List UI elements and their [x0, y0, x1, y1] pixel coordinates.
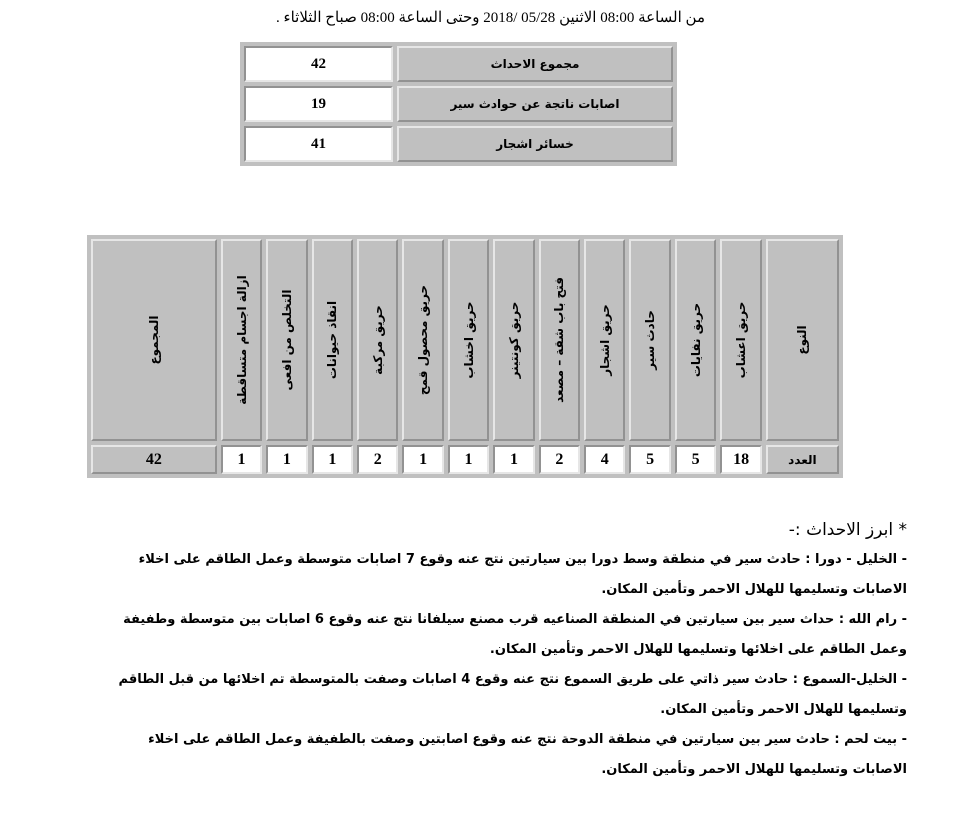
summary-label: اصابات ناتجة عن حوادث سير [397, 86, 673, 122]
category-header [584, 239, 625, 441]
category-header [221, 239, 262, 441]
header-row [91, 239, 839, 441]
report-period: من الساعة 08:00 الاثنين 05/28 /2018 وحتى الساعة 08:00 صباح الثلاثاء . [276, 10, 705, 26]
event-item: - الخليل - دورا : حادث سير في منطقة وسط دورا بين سيارتين نتج عنه وقوع 7 اصابات متوسطة وعمل الطاقم على اخلاء الاصابات وتسليمها للهلال الاحمر وتأمين المكان. [138, 552, 907, 597]
category-count: 1 [312, 445, 353, 474]
category-header [629, 239, 670, 441]
category-label: حريق اشجار [597, 304, 612, 376]
total-header-text: المجموع [146, 315, 161, 365]
category-label: حريق كونتينر [506, 301, 521, 379]
category-label: حريق مركبة [370, 305, 385, 375]
category-count: 18 [720, 445, 762, 474]
category-label: فتح باب شقة – مصعد [552, 277, 567, 403]
category-count: 2 [539, 445, 580, 474]
category-label: حريق اعشاب [734, 301, 749, 379]
category-label: انقاذ حيوانات [325, 300, 340, 380]
total-header [91, 239, 217, 441]
category-count: 5 [675, 445, 716, 474]
summary-label: خسائر اشجار [397, 126, 673, 162]
summary-label: مجموع الاحداث [397, 46, 673, 82]
category-label: التخلص من افعى [279, 289, 294, 391]
summary-value: 42 [244, 46, 393, 82]
event-item: - بيت لحم : حادث سير بين سيارتين في منطقة الدوحة نتج عنه وقوع اصابتين وصفت بالطفيفة وعمل الطاقم على اخلاء الاصابات وتسليمها للهلال الاحمر وتأمين المكان. [148, 732, 907, 777]
category-count: 4 [584, 445, 625, 474]
category-count: 5 [629, 445, 670, 474]
category-label: ازالة اجسام متساقطة [234, 275, 249, 405]
category-count: 1 [221, 445, 262, 474]
category-label: حادث سير [643, 310, 658, 370]
category-header [675, 239, 716, 441]
category-count: 1 [402, 445, 443, 474]
summary-value: 19 [244, 86, 393, 122]
category-header [720, 239, 762, 441]
summary-table [240, 42, 677, 166]
type-header [766, 239, 839, 441]
category-count: 1 [266, 445, 307, 474]
category-header [448, 239, 489, 441]
category-header [266, 239, 307, 441]
category-header [539, 239, 580, 441]
count-header: العدد [766, 445, 839, 474]
events-heading: * ابرز الاحداث :- [788, 520, 907, 540]
category-header [402, 239, 443, 441]
category-header [357, 239, 398, 441]
category-header [312, 239, 353, 441]
category-count: 2 [357, 445, 398, 474]
total-value: 42 [91, 445, 217, 474]
category-count: 1 [448, 445, 489, 474]
event-item: - الخليل-السموع : حادث سير ذاتي على طريق السموع نتج عنه وقوع 4 اصابات وصفت بالمتوسطة تم اخلائها من قبل الطاقم وتسليمها للهلال الاحمر وتأمين المكان. [118, 672, 907, 717]
category-header [493, 239, 534, 441]
events-section [95, 515, 907, 785]
type-header-text: النوع [795, 325, 810, 355]
summary-row [244, 46, 673, 82]
event-item: - رام الله : حداث سير بين سيارتين في المنطقة الصناعيه قرب مصنع سيلفانا نتج عنه وقوع 6 اصابات بين متوسطة وطفيفة وعمل الطاقم على اخلائها وتسليمها للهلال الاحمر وتأمين المكان. [123, 612, 907, 657]
category-label: حريق اخشاب [461, 301, 476, 379]
summary-value: 41 [244, 126, 393, 162]
category-label: حريق نفايات [688, 302, 703, 378]
summary-row [244, 86, 673, 122]
category-count: 1 [493, 445, 534, 474]
count-row [91, 445, 839, 474]
category-label: حريق محصول قمح [416, 284, 431, 396]
summary-row [244, 126, 673, 162]
breakdown-table [87, 235, 843, 478]
